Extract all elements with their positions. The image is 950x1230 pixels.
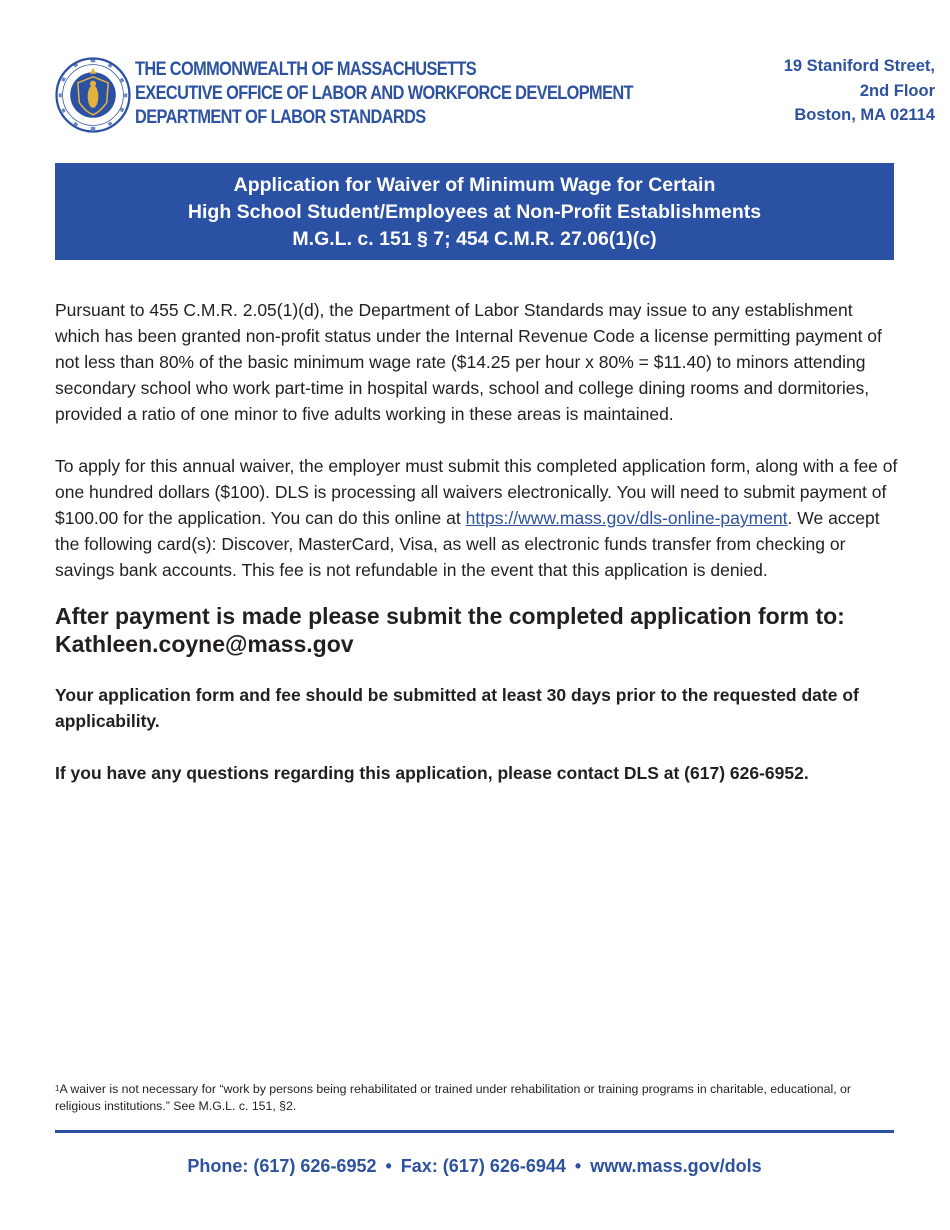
footer-fax: Fax: (617) 626-6944 bbox=[400, 1156, 566, 1176]
agency-line-commonwealth: THE COMMONWEALTH OF MASSACHUSETTS bbox=[135, 59, 477, 80]
footer-contact bbox=[55, 1156, 894, 1177]
bullet-separator: • bbox=[574, 1156, 582, 1176]
contact-note: If you have any questions regarding this application, please contact DLS at (617) 626-6952. bbox=[55, 763, 809, 783]
footer-divider bbox=[55, 1130, 894, 1133]
deadline-note: Your application form and fee should be submitted at least 30 days prior to the requested date of applicability. bbox=[55, 685, 859, 731]
form-title-line-2: High School Student/Employees at Non-Profit Establishments bbox=[187, 201, 762, 223]
agency-line-department: DEPARTMENT OF LABOR STANDARDS bbox=[135, 107, 426, 128]
intro-paragraph: Pursuant to 455 C.M.R. 2.05(1)(d), the Department of Labor Standards may issue to any establishment which has been granted non-profit status under the Internal Revenue Code a license permitting payment of not less than 80% of the basic minimum wage rate ($14.25 per hour x 80% = $11.40) to minors attending secondary school who work part-time in hospital wards, school and college dining rooms and dormitories, provided a ratio of one minor to five adults working in these areas is maintained. bbox=[55, 300, 882, 424]
payment-text-start: To apply for this annual waiver, the employer must submit this completed application form, along with a fee of one hundred dollars ($100). DLS is processing all waivers electronically. You will need to submit payment of $100.00 for the application. You can do this online at bbox=[55, 456, 898, 528]
agency-line-executive-office: EXECUTIVE OFFICE OF LABOR AND WORKFORCE DEVELOPMENT bbox=[135, 83, 633, 104]
agency-name bbox=[135, 58, 714, 130]
footnote bbox=[55, 1081, 895, 1115]
form-title-citation: M.G.L. c. 151 § 7; 454 C.M.R. 27.06(1)(c) bbox=[292, 228, 657, 250]
address-city: Boston, MA 02114 bbox=[794, 106, 935, 124]
footnote-marker: 1 bbox=[55, 1084, 60, 1093]
office-address bbox=[784, 54, 935, 128]
form-body bbox=[55, 297, 900, 786]
footer-phone: Phone: (617) 626-6952 bbox=[187, 1156, 377, 1176]
letterhead bbox=[55, 54, 935, 134]
payment-text-end: . We accept the following card(s): Discover, MasterCard, Visa, as well as electronic funds transfer from checking or savings bank accounts. This fee is not refundable in the event that this application is denied. bbox=[55, 508, 880, 580]
payment-paragraph bbox=[55, 453, 900, 583]
footer-website-link[interactable]: www.mass.gov/dols bbox=[590, 1156, 762, 1176]
address-street: 19 Staniford Street, bbox=[783, 57, 935, 75]
online-payment-link[interactable]: https://www.mass.gov/dls-online-payment bbox=[465, 508, 788, 528]
submission-heading: After payment is made please submit the completed application form to: Kathleen.coyne@mass.gov bbox=[55, 603, 845, 657]
form-title-banner bbox=[55, 163, 894, 260]
address-floor: 2nd Floor bbox=[859, 81, 935, 100]
massachusetts-seal-logo bbox=[55, 57, 131, 133]
bullet-separator: • bbox=[385, 1156, 392, 1176]
footnote-text: A waiver is not necessary for “work by persons being rehabilitated or trained under rehabilitation or training programs in charitable, educational, or religious institutions.” See M.G.L. c. 151, §2. bbox=[55, 1082, 851, 1113]
form-title-line-1: Application for Waiver of Minimum Wage for Certain bbox=[233, 174, 716, 196]
